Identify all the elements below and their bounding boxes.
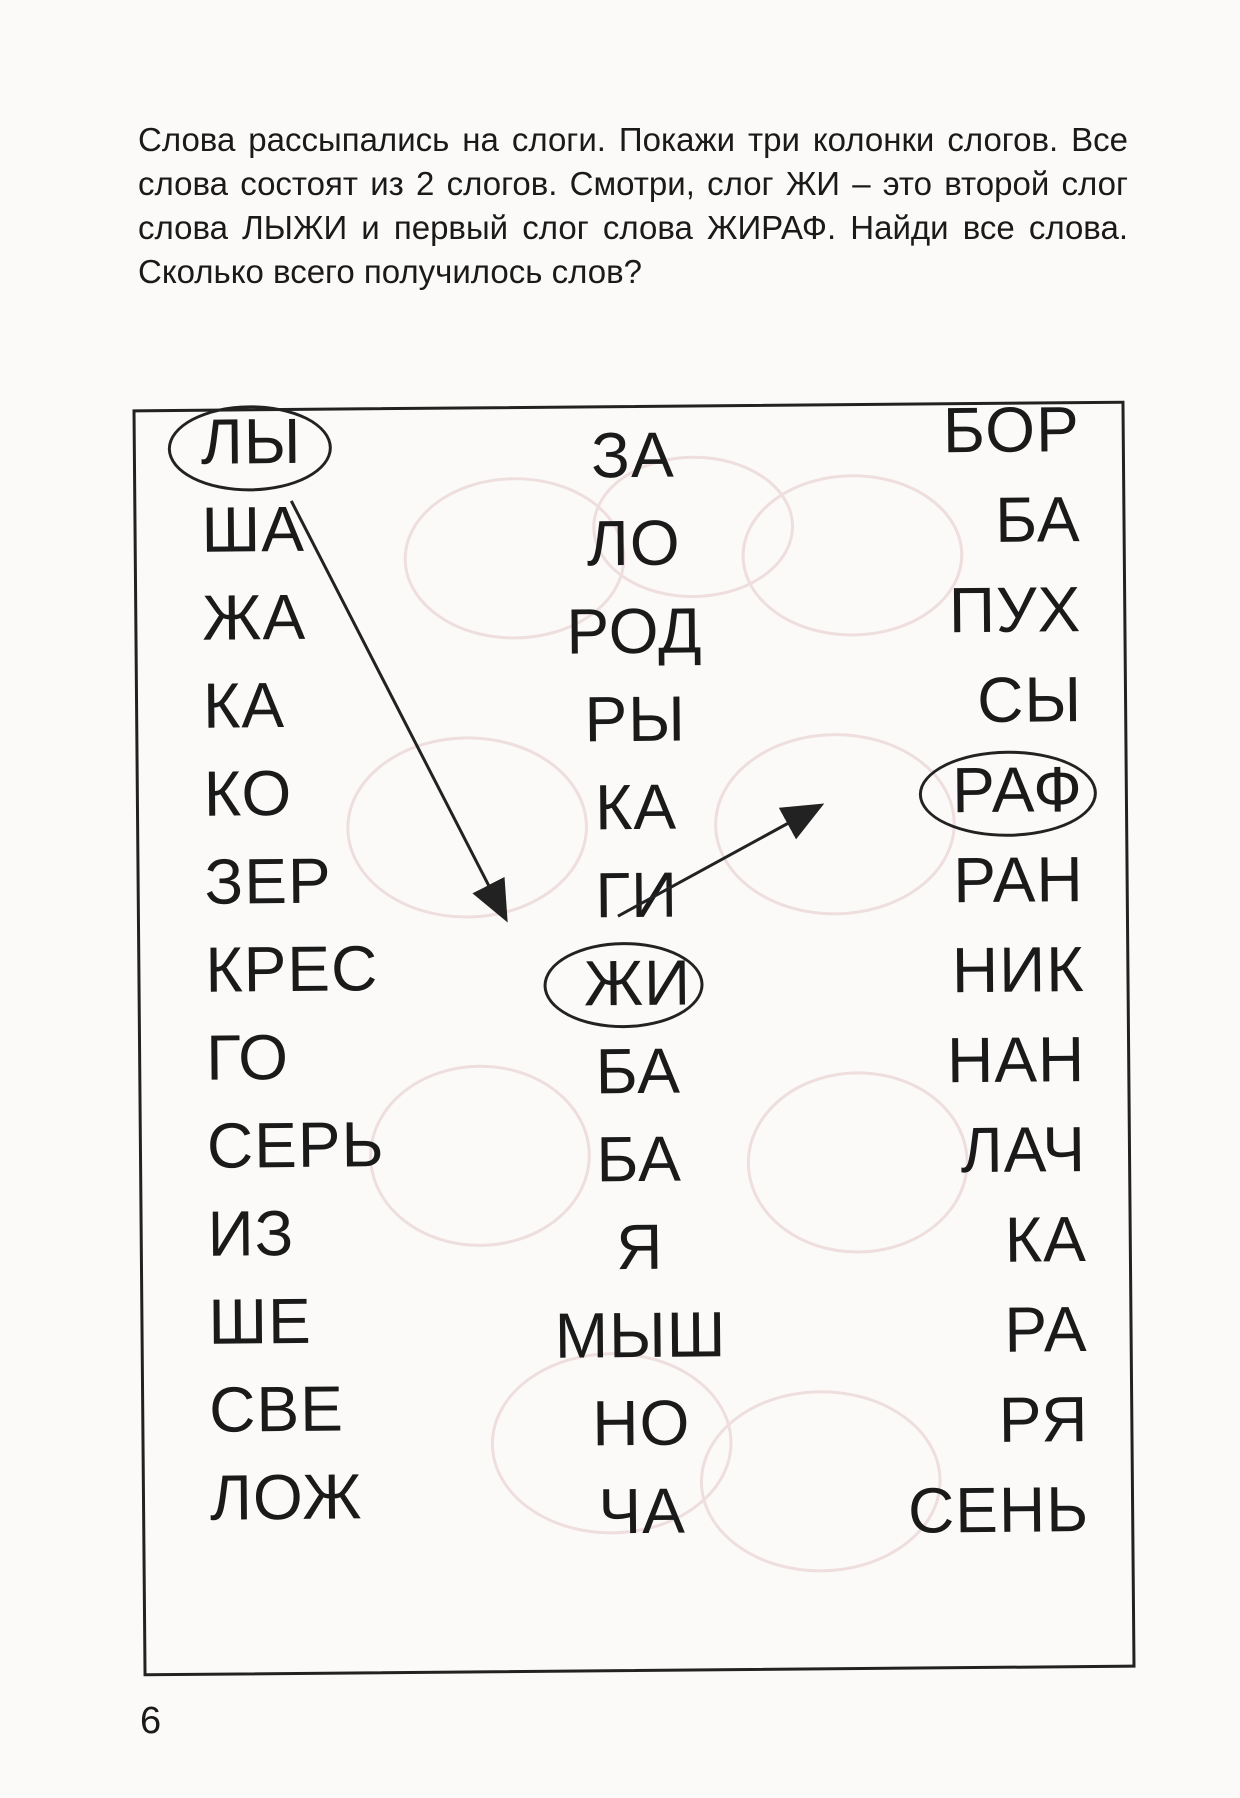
syllable-middle-12[interactable]: НО — [592, 1386, 691, 1460]
syllable-middle-4[interactable]: РЫ — [584, 682, 687, 756]
syllable-right-12[interactable]: РЯ — [998, 1383, 1089, 1456]
syllable-middle-6[interactable]: ГИ — [595, 858, 679, 932]
syllable-left-9[interactable]: СЕРЬ — [206, 1108, 385, 1182]
example-arrows — [136, 404, 1139, 1680]
syllable-right-4[interactable]: СЫ — [976, 663, 1083, 736]
arrow-ly-to-zhi — [291, 499, 505, 919]
syllable-left-4[interactable]: КА — [202, 669, 286, 742]
syllable-middle-7[interactable]: ЖИ — [583, 946, 692, 1020]
syllable-left-13[interactable]: ЛОЖ — [209, 1460, 363, 1534]
syllable-middle-13[interactable]: ЧА — [598, 1474, 687, 1548]
syllable-left-10[interactable]: ИЗ — [207, 1196, 295, 1270]
syllable-right-9[interactable]: ЛАЧ — [960, 1113, 1087, 1187]
syllable-middle-10[interactable]: Я — [615, 1210, 664, 1284]
syllable-middle-9[interactable]: БА — [596, 1122, 683, 1196]
syllable-left-8[interactable]: ГО — [205, 1021, 290, 1094]
syllable-middle-2[interactable]: ЛО — [586, 506, 681, 580]
syllable-left-2[interactable]: ША — [201, 492, 306, 566]
syllable-middle-11[interactable]: МЫШ — [554, 1298, 727, 1372]
syllable-grid — [132, 393, 1135, 1677]
syllable-middle-1[interactable]: ЗА — [590, 418, 675, 492]
syllable-middle-3[interactable]: РОД — [566, 594, 703, 668]
syllable-left-6[interactable]: ЗЕР — [204, 844, 332, 918]
syllable-right-13[interactable]: СЕНЬ — [907, 1473, 1090, 1547]
syllable-right-8[interactable]: НАН — [946, 1023, 1086, 1097]
syllable-right-3[interactable]: ПУХ — [948, 573, 1082, 647]
syllable-right-5[interactable]: РАФ — [951, 753, 1084, 827]
syllable-left-5[interactable]: КО — [203, 756, 293, 830]
syllable-left-12[interactable]: СВЕ — [208, 1372, 345, 1446]
task-instructions: Слова рассыпались на слоги. Покажи три колонки слогов. Все слова состоят из 2 слогов. Смотри, слог ЖИ – это второй слог слова ЛЫЖИ и первый слог слова ЖИРАФ. Найди все слова. Сколько всего получилось слов? — [138, 121, 1128, 290]
syllable-right-1[interactable]: БОР — [942, 393, 1081, 467]
arrow-zhi-to-raf — [617, 806, 820, 916]
syllable-right-2[interactable]: БА — [994, 483, 1081, 556]
syllable-middle-8[interactable]: БА — [595, 1034, 682, 1108]
syllable-left-7[interactable]: КРЕС — [205, 932, 379, 1006]
syllable-left-3[interactable]: ЖА — [201, 580, 307, 654]
page-number: 6 — [140, 1700, 162, 1742]
syllable-right-10[interactable]: КА — [1004, 1203, 1088, 1276]
syllable-middle-5[interactable]: КА — [594, 770, 678, 844]
syllable-left-1[interactable]: ЛЫ — [200, 404, 302, 478]
syllable-right-6[interactable]: РАН — [953, 843, 1084, 917]
syllable-right-11[interactable]: РА — [1004, 1293, 1088, 1366]
syllable-right-7[interactable]: НИК — [951, 933, 1085, 1007]
syllable-left-11[interactable]: ШЕ — [208, 1284, 313, 1358]
